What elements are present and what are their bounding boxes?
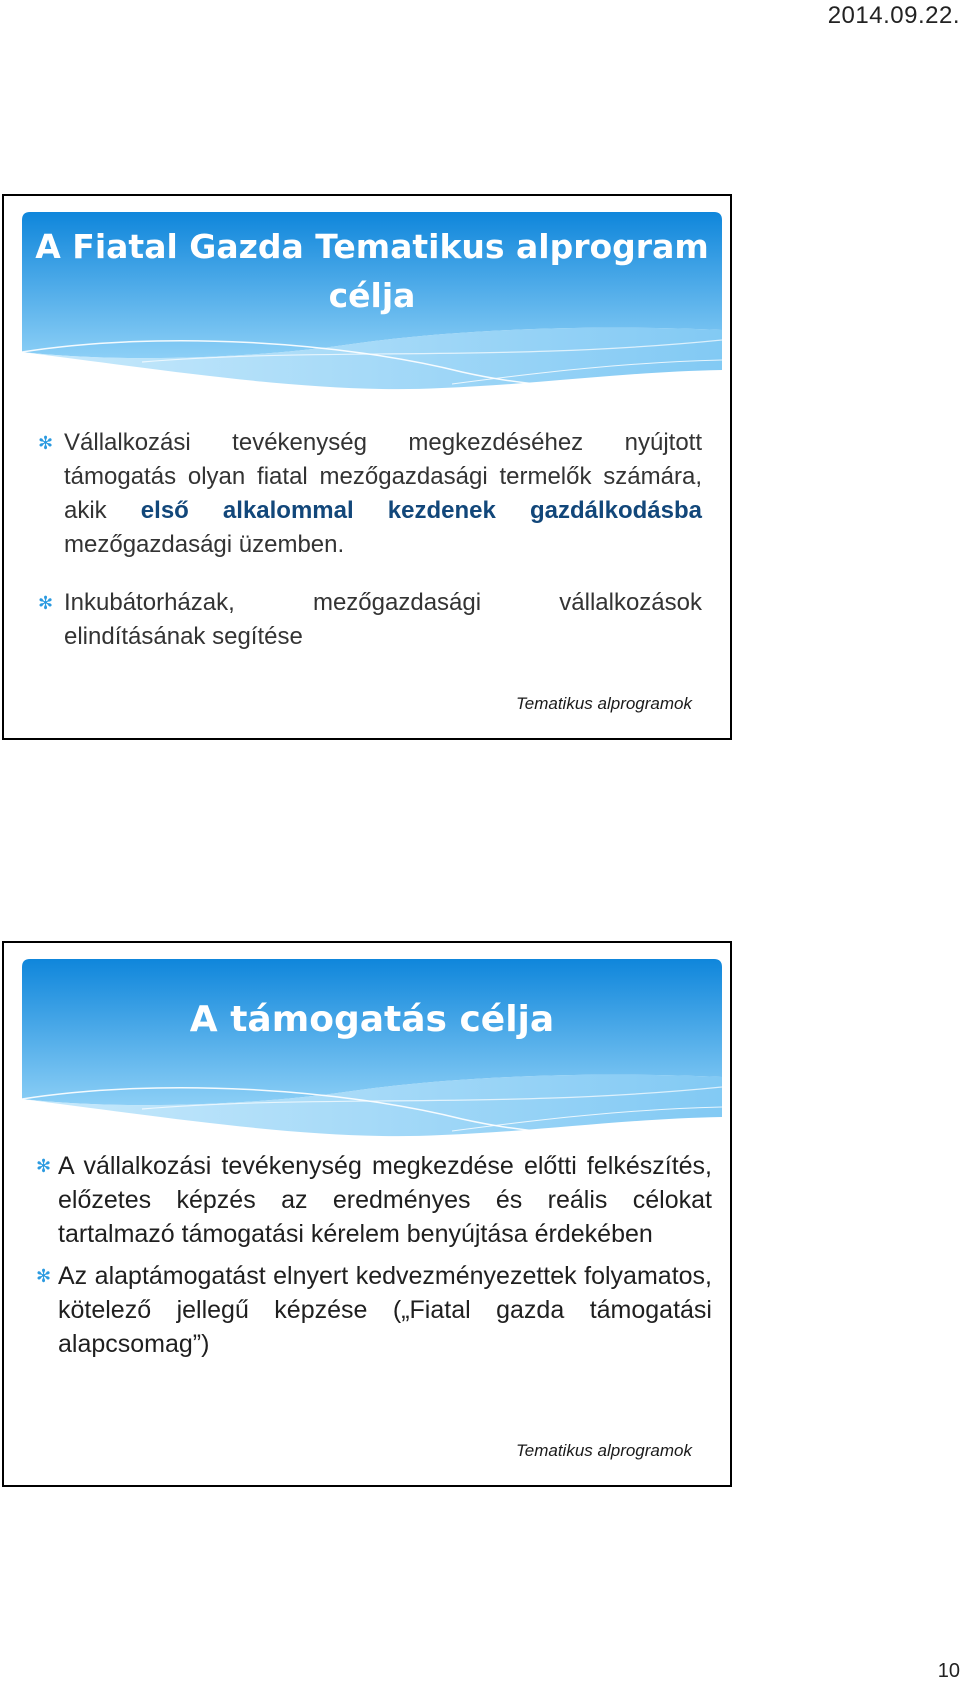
page-number: 10 <box>937 1660 960 1682</box>
slide-1 <box>2 194 732 740</box>
bullet-item <box>32 1259 712 1361</box>
bullet-text: Az alaptámogatást elnyert kedvezményezettek folyamatos, kötelező jellegű képzése („Fiatal gazda támogatási alapcsomag”) <box>58 1262 712 1358</box>
slide-body <box>32 1149 712 1369</box>
slide-header <box>22 212 722 402</box>
bullet-text: Vállalkozási tevékenység megkezdéséhez nyújtott támogatás olyan fiatal mezőgazdasági termelők számára, akik <box>64 429 702 524</box>
slide-2 <box>2 941 732 1487</box>
asterisk-bullet-icon: ✻ <box>36 1266 52 1286</box>
slide-title: A Fiatal Gazda Tematikus alprogram célja <box>35 227 709 315</box>
bullet-item <box>34 426 702 562</box>
bullet-item <box>34 586 702 654</box>
asterisk-bullet-icon: ✻ <box>38 593 54 613</box>
header-wave-graphic <box>22 959 722 1149</box>
slide-header <box>22 959 722 1149</box>
slide-title: A támogatás célja <box>189 999 555 1040</box>
slide-footer: Tematikus alprogramok <box>515 694 692 713</box>
page-date: 2014.09.22. <box>827 2 960 29</box>
bullet-text: mezőgazdasági üzemben. <box>64 531 345 558</box>
bullet-text: A vállalkozási tevékenység megkezdése előtti felkészítés, előzetes képzés az eredményes és reális célokat tartalmazó támogatási kérelem benyújtása érdekében <box>58 1152 712 1248</box>
asterisk-bullet-icon: ✻ <box>36 1156 52 1176</box>
slide-body <box>34 426 702 678</box>
asterisk-bullet-icon: ✻ <box>38 433 54 453</box>
bullet-text: Inkubátorházak, mezőgazdasági vállalkozások elindításának segítése <box>64 589 702 650</box>
bullet-item <box>32 1149 712 1251</box>
slide-footer: Tematikus alprogramok <box>515 1441 692 1460</box>
bullet-emphasis: első alkalommal kezdenek gazdálkodásba <box>140 497 702 524</box>
